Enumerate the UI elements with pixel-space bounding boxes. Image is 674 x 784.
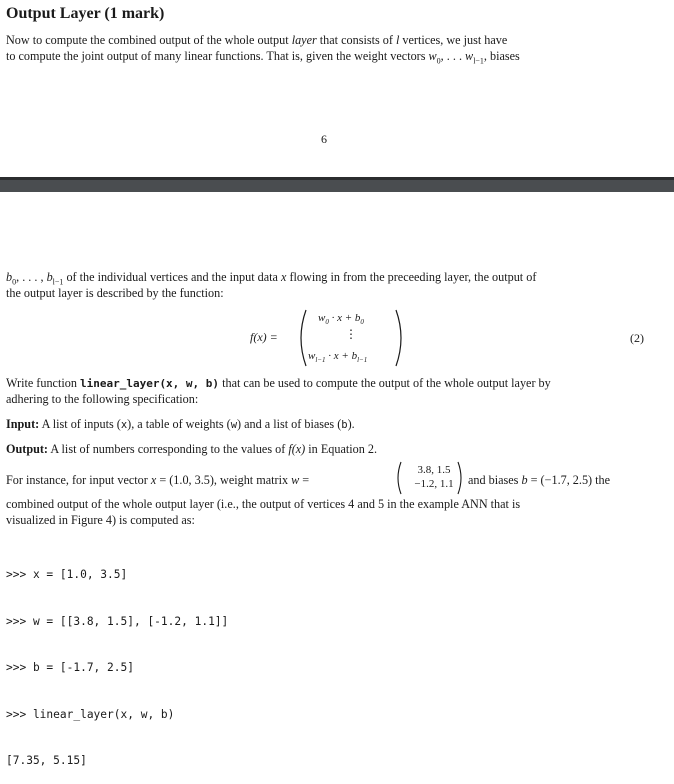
continuation-line-1: $b_0$, . . . , $b_{l-1}$ of the individual vertices and the input data x flowing in from the preceeding layer, the output of	[6, 270, 537, 287]
page-break-divider	[0, 177, 674, 192]
equation-row-3: $w_{l-1} \cdot x + b_{l-1}$	[308, 350, 368, 365]
code-line: [7.35, 5.15]	[6, 754, 87, 767]
example-line-3: visualized in Figure 4) is computed as:	[6, 513, 195, 527]
output-spec: Output: A list of numbers corresponding to the values of f(x) in Equation 2.	[6, 442, 378, 456]
example-line-1b: and biases b = (−1.7, 2.5) the	[468, 473, 611, 487]
matrix-row-2: −1.2, 1.1	[414, 478, 454, 490]
task-line-1: Write function linear_layer(x, w, b) that can be used to compute the output of the whole output layer by	[6, 376, 551, 390]
code-example	[6, 536, 228, 784]
example-line-1a: For instance, for input vector x = (1.0, 3.5), weight matrix w =	[6, 473, 310, 487]
equation-row-1: $w_0 \cdot x + b_0$	[318, 312, 364, 327]
example-matrix	[410, 463, 458, 491]
task-line-2: adhering to the following specification:	[6, 392, 199, 406]
code-line: >>> linear_layer(x, w, b)	[6, 707, 175, 721]
matrix-row-1: 3.8, 1.5	[417, 464, 451, 476]
code-line: >>> x = [1.0, 3.5]	[6, 568, 128, 581]
equation-number: (2)	[630, 331, 644, 345]
intro-line-1: Now to compute the combined output of the whole output layer that consists of l vertices, we just have	[6, 33, 508, 47]
equation-vdots: ⋮	[345, 327, 357, 341]
intro-line-2: to compute the joint output of many linear functions. That is, given the weight vectors $w_0$, . . . $w_{l-1}$, biases	[6, 49, 520, 66]
code-line: >>> w = [[3.8, 1.5], [-1.2, 1.1]]	[6, 614, 229, 628]
code-line: >>> b = [-1.7, 2.5]	[6, 661, 134, 674]
example-line-2: combined output of the whole output layer (i.e., the output of vertices 4 and 5 in the example ANN that is	[6, 497, 521, 511]
page-number: 6	[321, 132, 327, 146]
input-spec: Input: A list of inputs (x), a table of weights (w) and a list of biases (b).	[6, 417, 355, 431]
continuation-line-2: the output layer is described by the function:	[6, 286, 224, 300]
equation-lhs: f(x) =	[250, 330, 278, 344]
section-title: Output Layer (1 mark)	[6, 5, 165, 22]
